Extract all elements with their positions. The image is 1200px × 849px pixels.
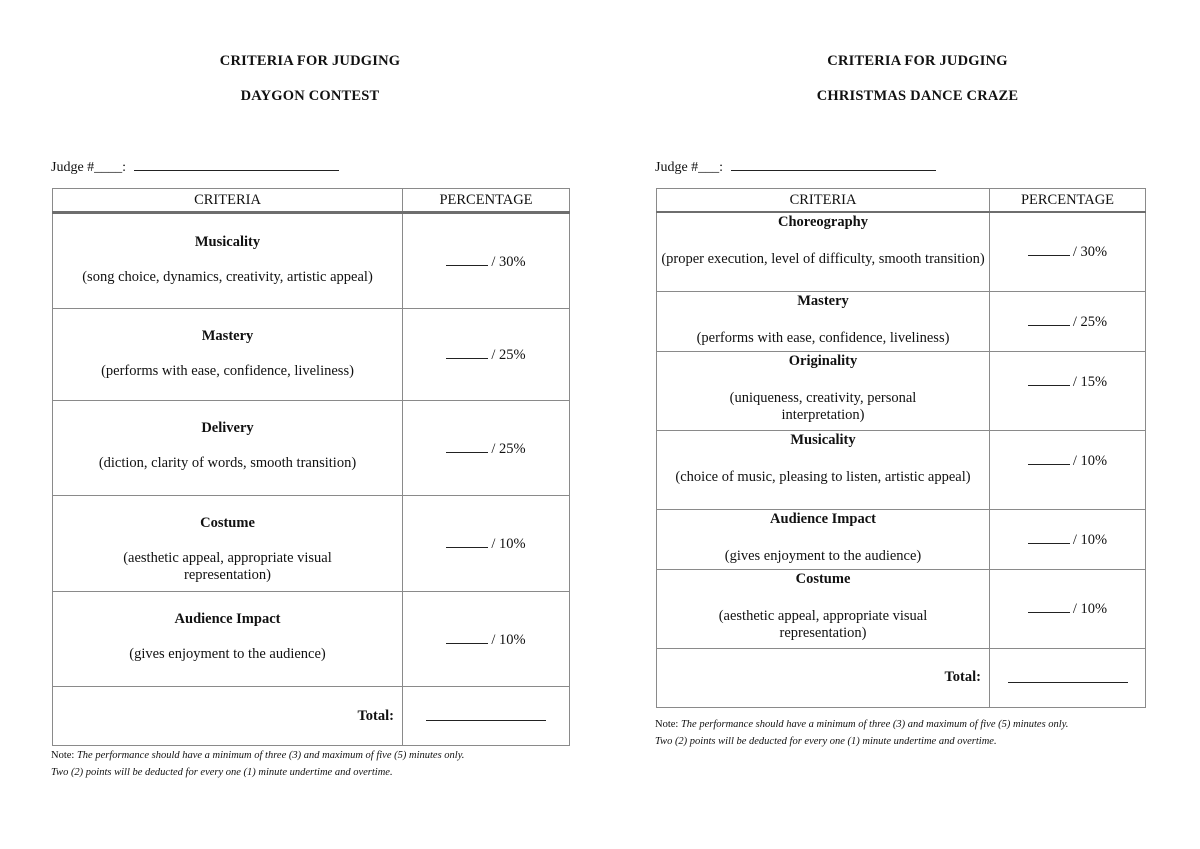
criterion-description: (song choice, dynamics, creativity, artistic appeal): [82, 269, 373, 285]
criteria-table: [656, 188, 1146, 708]
total-label: Total:: [657, 648, 990, 707]
total-score-field[interactable]: [426, 706, 546, 721]
criterion-description: (aesthetic appeal, appropriate visual representation): [718, 607, 928, 641]
form-title: CRITERIA FOR JUDGING: [827, 53, 1008, 69]
criteria-row: [657, 430, 1146, 509]
percentage-header: PERCENTAGE: [403, 189, 570, 213]
max-percentage: / 25%: [491, 347, 526, 363]
total-score-field[interactable]: [1008, 668, 1128, 683]
table-header-row: [657, 189, 1146, 213]
criteria-row: [53, 213, 570, 309]
max-percentage: / 30%: [491, 253, 526, 270]
criterion-name: Audience Impact: [174, 611, 281, 627]
criterion-name: Costume: [200, 515, 255, 531]
max-percentage: / 10%: [1072, 601, 1108, 617]
criteria-row: [657, 291, 1146, 351]
contest-name: DAYGON CONTEST: [240, 88, 380, 104]
score-field[interactable]: [1028, 530, 1070, 544]
criteria-header: CRITERIA: [53, 189, 403, 213]
judge-number-label: Judge #____:: [51, 160, 127, 175]
max-percentage: / 25%: [1072, 313, 1108, 330]
criterion-name: Delivery: [201, 420, 254, 436]
total-row: [657, 648, 1146, 707]
total-row: [53, 687, 570, 746]
score-field[interactable]: [446, 345, 488, 359]
score-field[interactable]: [1028, 372, 1070, 386]
criteria-row: [657, 569, 1146, 648]
criteria-row: [53, 401, 570, 496]
score-field[interactable]: [1028, 312, 1070, 326]
score-field[interactable]: [1028, 242, 1070, 256]
criterion-name: Musicality: [790, 431, 856, 448]
criterion-description: (diction, clarity of words, smooth transition): [98, 455, 357, 471]
max-percentage: / 10%: [491, 631, 526, 648]
criterion-description: (proper execution, level of difficulty, smooth transition): [661, 251, 985, 267]
note-line-2: Two (2) points will be deducted for every one (1) minute undertime and overtime.: [655, 736, 997, 747]
criterion-name: Mastery: [201, 328, 254, 344]
max-percentage: / 25%: [491, 440, 526, 457]
criteria-row: [53, 496, 570, 592]
criterion-name: Mastery: [797, 292, 849, 309]
judge-line: [51, 156, 339, 176]
total-label: Total:: [53, 687, 403, 746]
criterion-description: (choice of music, pleasing to listen, artistic appeal): [675, 468, 971, 485]
criteria-table: [52, 188, 570, 746]
max-percentage: / 30%: [1072, 244, 1108, 261]
criterion-description: (uniqueness, creativity, personal interpretation): [729, 389, 917, 423]
note-label: Note:: [51, 750, 75, 761]
criterion-name: Originality: [788, 352, 858, 369]
note-line-2: Two (2) points will be deducted for every one (1) minute undertime and overtime.: [51, 767, 393, 778]
note: [655, 716, 1068, 750]
score-field[interactable]: [1028, 599, 1070, 613]
criterion-description: (performs with ease, confidence, liveliness): [101, 363, 354, 379]
score-field[interactable]: [446, 534, 488, 548]
score-field[interactable]: [446, 252, 488, 266]
criterion-description: (aesthetic appeal, appropriate visual representation): [123, 550, 332, 583]
percentage-header: PERCENTAGE: [990, 189, 1146, 213]
criteria-header: CRITERIA: [657, 189, 990, 213]
criterion-name: Musicality: [194, 234, 261, 250]
score-field[interactable]: [1028, 451, 1070, 465]
table-header-row: [53, 189, 570, 213]
criterion-description: (performs with ease, confidence, liveliness): [696, 329, 950, 346]
form-title: CRITERIA FOR JUDGING: [219, 53, 401, 69]
criteria-row: [657, 509, 1146, 569]
criteria-row: [657, 351, 1146, 430]
criterion-name: Audience Impact: [770, 510, 876, 527]
criterion-name: Choreography: [778, 214, 868, 230]
judge-name-field[interactable]: [731, 156, 936, 171]
note-line-1: The performance should have a minimum of three (3) and maximum of five (5) minutes only.: [76, 750, 465, 761]
max-percentage: / 10%: [491, 536, 526, 552]
judge-number-label: Judge #___:: [655, 160, 724, 175]
criteria-row: [53, 592, 570, 687]
max-percentage: / 10%: [1072, 531, 1108, 548]
score-field[interactable]: [446, 439, 488, 453]
criterion-description: (gives enjoyment to the audience): [129, 646, 326, 662]
note: [51, 747, 464, 781]
note-label: Note:: [655, 719, 679, 730]
criterion-description: (gives enjoyment to the audience): [724, 547, 922, 564]
contest-name: CHRISTMAS DANCE CRAZE: [816, 88, 1019, 104]
criterion-name: Costume: [795, 570, 851, 587]
judge-line: [655, 156, 936, 176]
note-line-1: The performance should have a minimum of three (3) and maximum of five (5) minutes only.: [680, 719, 1069, 730]
max-percentage: / 15%: [1072, 373, 1108, 390]
score-field[interactable]: [446, 630, 488, 644]
max-percentage: / 10%: [1072, 452, 1108, 469]
criteria-row: [657, 212, 1146, 291]
criteria-row: [53, 309, 570, 401]
judge-name-field[interactable]: [134, 156, 339, 171]
